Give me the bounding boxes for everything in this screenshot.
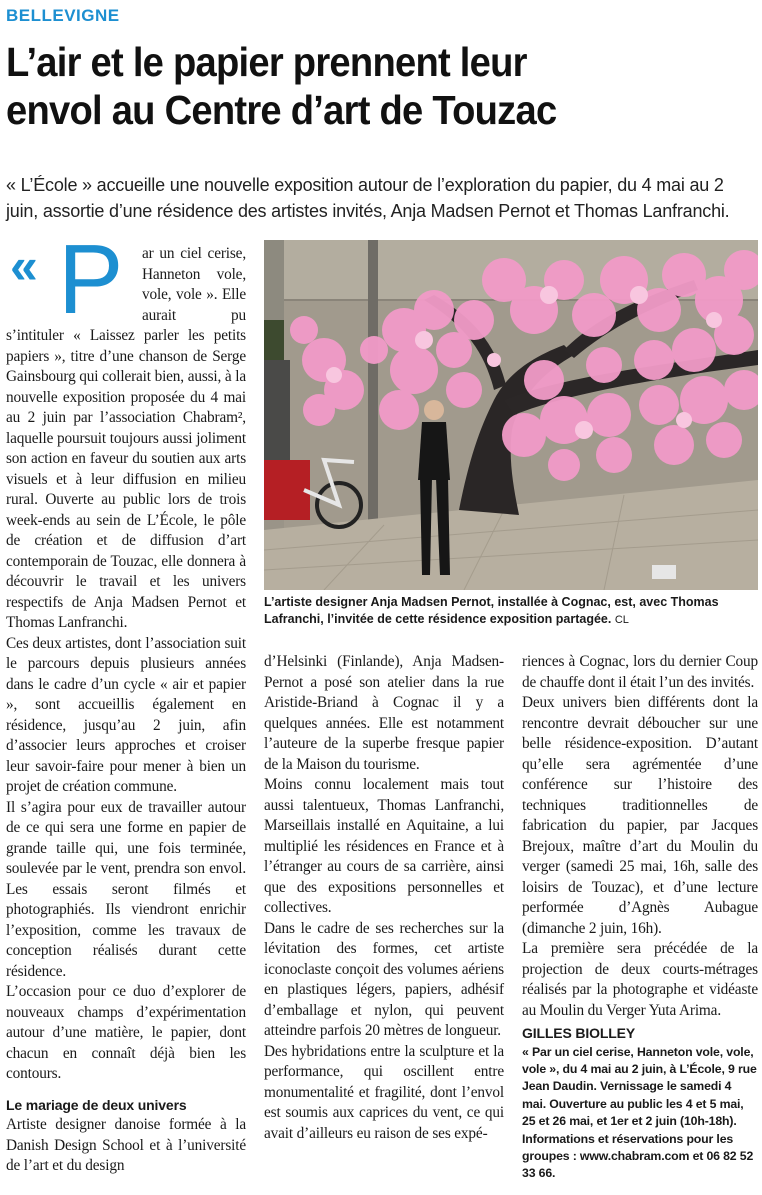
paragraph: Deux univers bien différents dont la rencontre devrait déboucher sur une belle résidence-exposition. D’autant qu’elle sera agrémentée d’une conférence sur l’histoire des techniques traditionnelles de fabrication du papier, par Jacques Brejoux, maître d’art du Moulin du verger (samedi 25 mai, 16h, salle des loisirs de Touzac), et d’une lecture performée d’Agnès Aubague (dimanche 2 juin, 16h). [522, 694, 758, 937]
paragraph: Artiste designer danoise formée à la Danish Design School et à l’université de l’art et du design [6, 1116, 246, 1174]
paragraph: riences à Cognac, lors du dernier Coup de chauffe dont il était l’un des invités. [522, 653, 758, 691]
practical-info: « Par un ciel cerise, Hanneton vole, vole, vole », du 4 mai au 2 juin, à L’École, 9 rue Jean Daudin. Vernissage le samedi 4 mai. Ouverture au public les 4 et 5 mai, 25 et 26 mai, et 1er et 2 juin (10h-18h). Informations et réservations pour les groupes : www.chabram.com et 06 82 52 33 66. [522, 1044, 757, 1181]
paragraph: L’occasion pour ce duo d’explorer de nouveaux champs d’expérimentation autour d’une matière, le papier, dont chacun en connaît déjà bien les contours. [6, 983, 246, 1082]
dropcap-quote: « [10, 238, 38, 294]
article-photo [264, 240, 758, 590]
article-headline [6, 38, 704, 134]
paragraph: Elle aurait pu s’intituler « Laissez parler les petits papiers », titre d’une chanson de Serge Gainsbourg qui collerait bien, aussi, à la nouvelle exposition proposée du 4 mai au 2 juin par l’association Chabram², laquelle poursuit toujours aussi joliment son action en faveur du soutien aux arts visuels et à leur diffusion en milieu rural. Ouverte au public lors de trois week-ends au sein de L’École, le pôle de création et de diffusion d’art contemporain de Touzac, elle donnera à découvrir le travail et les univers respectifs de Anja Madsen Pernot et Thomas Lanfranchi. [6, 286, 246, 631]
paragraph: Il s’agira pour eux de travailler autour de ce qui sera une forme en papier de grande taille qui, une fois terminée, soulevée par le vent, prendra son envol. Les essais seront filmés et photographiés. Ils viendront enrichir l’exposition, comme les travaux de conception réalisés durant cette résidence. [6, 798, 246, 980]
article-column-1 [6, 224, 246, 1177]
photo-credit: CL [614, 614, 629, 626]
paragraph: La première sera précédée de la projection de deux courts-métrages réalisés par la photographe et vidéaste au Moulin du Verger Yuta Arima. [522, 940, 758, 1019]
photo-caption [264, 594, 758, 629]
article-column-3 [522, 652, 758, 1183]
headline-line-1: L’air et le papier prennent leur [6, 39, 527, 85]
dropcap-letter: P [58, 224, 124, 334]
paragraph: d’Helsinki (Finlande), Anja Madsen-Pernot a posé son atelier dans la rue Aristide-Briand à Cognac il y a quelques années. Elle est notamment l’auteure de la superbe fresque papier de la Maison du tourisme. [264, 653, 504, 773]
article-column-2 [264, 652, 504, 1144]
paragraph: Ces deux artistes, dont l’association suit le parcours depuis plusieurs années dans le cadre d’un cycle « air et papier », sont accueillis également en résidence, jusqu’au 2 juin, afin d’associer leurs approches et croiser leur savoir-faire pour mener à bien un projet de création commune. [6, 634, 246, 795]
article-standfirst: « L’École » accueille une nouvelle exposition autour de l’exploration du papier, du 4 mai au 2 juin, assortie d’une résidence des artistes invités, Anja Madsen Pernot et Thomas Lanfranchi. [6, 175, 730, 221]
caption-text: L’artiste designer Anja Madsen Pernot, installée à Cognac, est, avec Thomas Lafranchi, l’invitée de cette résidence exposition partagée. [264, 595, 719, 626]
headline-line-2: envol au Centre d’art de Touzac [6, 87, 557, 133]
author-byline: GILLES BIOLLEY [522, 1025, 636, 1041]
paragraph: Des hybridations entre la sculpture et la performance, qui oscillent entre monumentalité et fragilité, dont l’envol est soumis aux caprices du vent, ce qui avait d’ailleurs eu raison de ses expé- [264, 1042, 504, 1142]
paragraph: Moins connu localement mais tout aussi talentueux, Thomas Lanfranchi, Marseillais installé en Aquitaine, a lui multiplié les résidences en France et à l’étranger au cours de sa carrière, ainsi que des expositions personnelles et collectives. [264, 776, 504, 916]
subheading: Le mariage de deux univers [6, 1096, 187, 1113]
section-kicker: BELLEVIGNE [6, 6, 120, 25]
paragraph: Dans le cadre de ses recherches sur la lévitation des formes, cet artiste iconoclaste conçoit des volumes aériens en plastiques légers, papiers, adhésif d’emballage et nylon, qui peuvent atteindre parfois 20 mètres de longueur. [264, 919, 504, 1039]
dropcap [6, 224, 136, 334]
lead-text: ar un ciel cerise, Hanneton vole, vole, vole ». [142, 245, 246, 303]
photo-illustration [264, 240, 758, 590]
